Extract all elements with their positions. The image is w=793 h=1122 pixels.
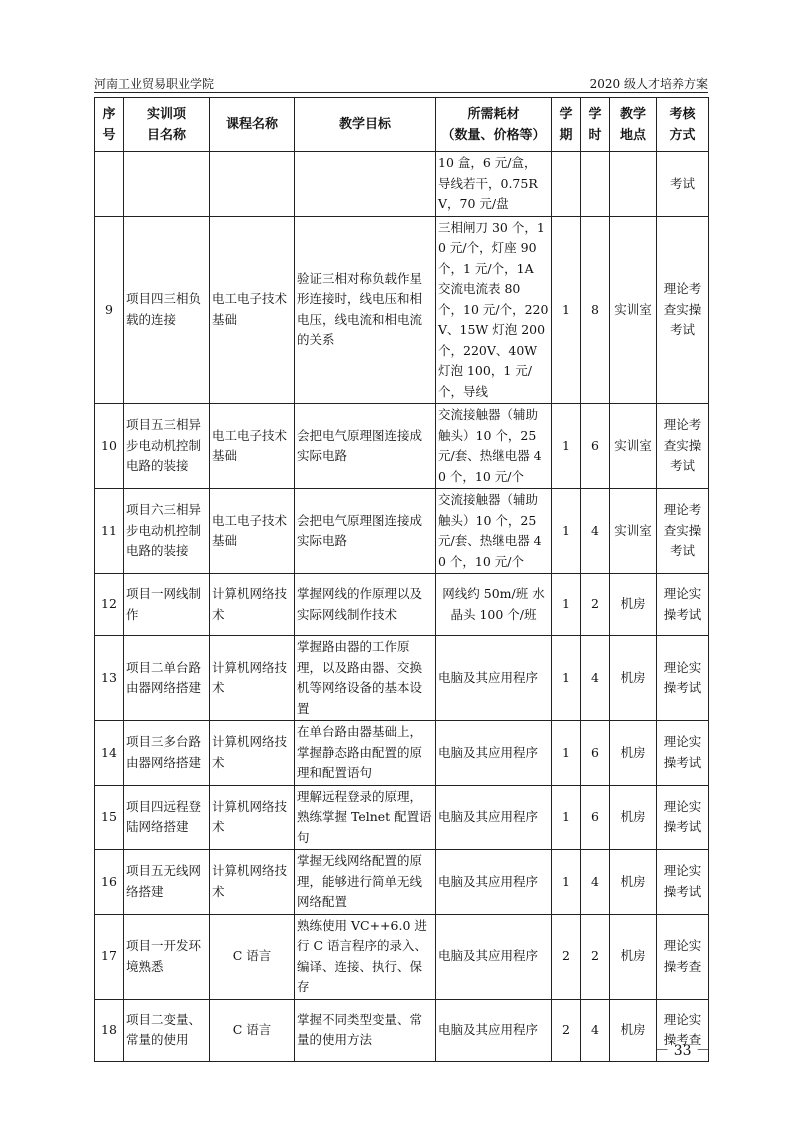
- cell-no: 12: [95, 574, 124, 636]
- header-line: 目名称: [146, 127, 186, 143]
- cell-no: 9: [95, 216, 124, 404]
- page-number: － 33 －: [655, 1043, 710, 1059]
- header-line: 方式: [669, 127, 696, 143]
- header-line: （数量、价格等）: [441, 127, 546, 143]
- table-row: [95, 574, 709, 636]
- cell-no: 13: [95, 636, 124, 721]
- header-materials: [436, 98, 552, 152]
- cell-project: 项目四三相负载的连接: [124, 216, 210, 404]
- header-goal: [295, 98, 436, 152]
- header-line: 实训项: [146, 106, 186, 122]
- cell-materials: 10 盒，6 元/盒，导线若干，0.75RV，70 元/盘: [436, 152, 552, 217]
- cell-term: 2: [552, 999, 581, 1061]
- cell-assess: 理论实操考试: [657, 636, 709, 721]
- cell-place: [610, 152, 657, 217]
- cell-project: 项目一网线制作: [124, 574, 210, 636]
- header-line: 时: [588, 127, 602, 143]
- cell-hours: [581, 152, 610, 217]
- table-row: [95, 914, 709, 999]
- cell-term: 1: [552, 785, 581, 850]
- cell-assess: 理论实操考试: [657, 574, 709, 636]
- cell-course: 计算机网络技术: [210, 636, 295, 721]
- cell-course: 计算机网络技术: [210, 574, 295, 636]
- cell-course: C 语言: [210, 999, 295, 1061]
- table-row: [95, 721, 709, 786]
- cell-course: 电工电子技术基础: [210, 216, 295, 404]
- cell-goal: 掌握不同类型变量、常量的使用方法: [295, 999, 436, 1061]
- header-line: 教学: [619, 106, 646, 122]
- cell-hours: 2: [581, 914, 610, 999]
- cell-place: 机房: [610, 574, 657, 636]
- cell-materials: 电脑及其应用程序: [436, 785, 552, 850]
- cell-goal: 熟练使用 VC++6.0 进行 C 语言程序的录入、编译、连接、执行、保存: [295, 914, 436, 999]
- cell-term: 1: [552, 850, 581, 915]
- header-project: [124, 98, 210, 152]
- cell-place: 机房: [610, 914, 657, 999]
- header-assess: [657, 98, 709, 152]
- header-line: 序: [102, 106, 116, 122]
- cell-assess: 理论考查实操考试: [657, 216, 709, 404]
- cell-materials: 电脑及其应用程序: [436, 721, 552, 786]
- table-row: [95, 636, 709, 721]
- table-row: [95, 216, 709, 404]
- header-no: [95, 98, 124, 152]
- cell-hours: 4: [581, 489, 610, 574]
- cell-term: 1: [552, 216, 581, 404]
- cell-goal: 会把电气原理图连接成实际电路: [295, 489, 436, 574]
- table-body: [95, 152, 709, 1062]
- header-line: 号: [102, 127, 116, 143]
- cell-project: 项目五无线网络搭建: [124, 850, 210, 915]
- table-row: [95, 785, 709, 850]
- cell-assess: 考试: [657, 152, 709, 217]
- header-course: [210, 98, 295, 152]
- cell-no: 15: [95, 785, 124, 850]
- cell-goal: 掌握无线网络配置的原理，能够进行简单无线网络配置: [295, 850, 436, 915]
- cell-no: 17: [95, 914, 124, 999]
- header-line: 期: [559, 127, 573, 143]
- cell-project: 项目二变量、常量的使用: [124, 999, 210, 1061]
- cell-project: 项目五三相异步电动机控制电路的装接: [124, 404, 210, 489]
- cell-hours: 6: [581, 785, 610, 850]
- table-row: [95, 850, 709, 915]
- cell-term: 1: [552, 489, 581, 574]
- cell-goal: 掌握网线的作原理以及实际网线制作技术: [295, 574, 436, 636]
- cell-materials: 电脑及其应用程序: [436, 850, 552, 915]
- cell-place: 实训室: [610, 216, 657, 404]
- cell-course: 计算机网络技术: [210, 721, 295, 786]
- cell-no: [95, 152, 124, 217]
- cell-assess: 理论考查实操考试: [657, 404, 709, 489]
- cell-materials: 三相闸刀 30 个，10 元/个，灯座 90 个，1 元/个，1A 交流电流表 80 个，10 元/个，220V、15W 灯泡 200 个，220V、40W 灯泡 100，1 元/个，导线: [436, 216, 552, 404]
- cell-term: 2: [552, 914, 581, 999]
- cell-hours: 2: [581, 574, 610, 636]
- cell-hours: 4: [581, 999, 610, 1061]
- header-line: 课程名称: [225, 117, 278, 132]
- cell-no: 10: [95, 404, 124, 489]
- cell-materials: 电脑及其应用程序: [436, 999, 552, 1061]
- cell-project: 项目四远程登陆网络搭建: [124, 785, 210, 850]
- cell-materials: 网线约 50m/班 水晶头 100 个/班: [436, 574, 552, 636]
- table-row: [95, 489, 709, 574]
- cell-course: 计算机网络技术: [210, 785, 295, 850]
- institution-name: 河南工业贸易职业学院: [94, 77, 215, 91]
- cell-place: 机房: [610, 785, 657, 850]
- cell-hours: 8: [581, 216, 610, 404]
- table-header-row: [95, 98, 709, 152]
- cell-term: 1: [552, 721, 581, 786]
- cell-assess: 理论实操考试: [657, 721, 709, 786]
- document-title: 2020 级人才培养方案: [589, 77, 708, 91]
- header-line: 学: [559, 106, 573, 122]
- header-line: 所需耗材: [467, 106, 520, 122]
- page-header: [94, 72, 708, 93]
- cell-assess: 理论实操考试: [657, 785, 709, 850]
- cell-place: 实训室: [610, 404, 657, 489]
- cell-no: 18: [95, 999, 124, 1061]
- cell-no: 11: [95, 489, 124, 574]
- cell-project: [124, 152, 210, 217]
- cell-no: 16: [95, 850, 124, 915]
- cell-goal: 掌握路由器的工作原理，以及路由器、交换机等网络设备的基本设置: [295, 636, 436, 721]
- header-line: 教学目标: [338, 117, 391, 132]
- cell-assess: 理论考查实操考试: [657, 489, 709, 574]
- cell-hours: 6: [581, 721, 610, 786]
- cell-place: 机房: [610, 721, 657, 786]
- cell-no: 14: [95, 721, 124, 786]
- cell-goal: 理解远程登录的原理，熟练掌握 Telnet 配置语句: [295, 785, 436, 850]
- cell-place: 机房: [610, 850, 657, 915]
- cell-hours: 4: [581, 850, 610, 915]
- header-term: [552, 98, 581, 152]
- cell-place: 实训室: [610, 489, 657, 574]
- cell-project: 项目一开发环境熟悉: [124, 914, 210, 999]
- header-line: 学: [588, 106, 602, 122]
- cell-course: 电工电子技术基础: [210, 489, 295, 574]
- cell-materials: 交流接触器（辅助触头）10 个，25 元/套、热继电器 40 个，10 元/个: [436, 489, 552, 574]
- cell-project: 项目六三相异步电动机控制电路的装接: [124, 489, 210, 574]
- cell-project: 项目三多台路由器网络搭建: [124, 721, 210, 786]
- cell-hours: 6: [581, 404, 610, 489]
- cell-goal: [295, 152, 436, 217]
- header-hours: [581, 98, 610, 152]
- cell-place: 机房: [610, 636, 657, 721]
- cell-goal: 验证三相对称负载作星形连接时，线电压和相电压，线电流和相电流的关系: [295, 216, 436, 404]
- header-place: [610, 98, 657, 152]
- cell-goal: 在单台路由器基础上，掌握静态路由配置的原理和配置语句: [295, 721, 436, 786]
- cell-materials: 交流接触器（辅助触头）10 个，25 元/套、热继电器 40 个，10 元/个: [436, 404, 552, 489]
- cell-materials: 电脑及其应用程序: [436, 914, 552, 999]
- cell-course: [210, 152, 295, 217]
- table-row: [95, 404, 709, 489]
- cell-term: 1: [552, 404, 581, 489]
- cell-term: 1: [552, 636, 581, 721]
- cell-term: [552, 152, 581, 217]
- table-row: [95, 152, 709, 217]
- cell-materials: 电脑及其应用程序: [436, 636, 552, 721]
- cell-assess: 理论实操考试: [657, 850, 709, 915]
- header-line: 考核: [669, 106, 696, 122]
- cell-hours: 4: [581, 636, 610, 721]
- cell-assess: 理论实操考查: [657, 999, 709, 1061]
- header-line: 地点: [619, 127, 646, 143]
- cell-course: 电工电子技术基础: [210, 404, 295, 489]
- cell-course: 计算机网络技术: [210, 850, 295, 915]
- table-row: [95, 999, 709, 1061]
- cell-assess: 理论实操考查: [657, 914, 709, 999]
- cell-term: 1: [552, 574, 581, 636]
- cell-course: C 语言: [210, 914, 295, 999]
- training-projects-table: [94, 97, 709, 1062]
- cell-place: 机房: [610, 999, 657, 1061]
- cell-goal: 会把电气原理图连接成实际电路: [295, 404, 436, 489]
- cell-project: 项目二单台路由器网络搭建: [124, 636, 210, 721]
